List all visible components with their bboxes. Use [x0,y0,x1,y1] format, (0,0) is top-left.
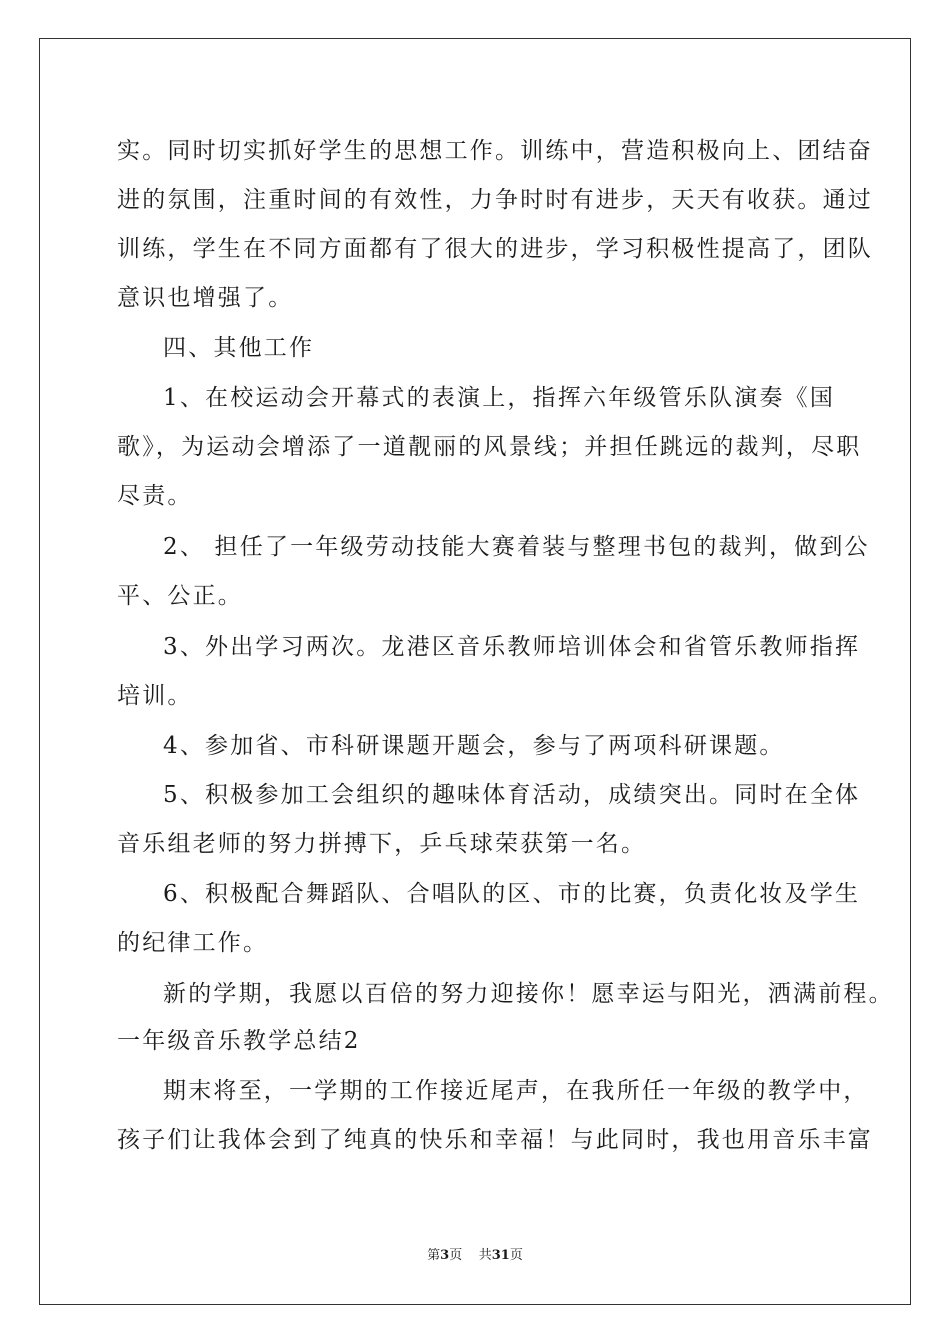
text-line: 实。同时切实抓好学生的思想工作。训练中，营造积极向上、团结奋 [117,138,873,164]
text-line: 进的氛围，注重时间的有效性，力争时时有进步，天天有收获。通过 [117,187,873,213]
total-prefix: 共 [478,1248,492,1263]
text-line: 3、外出学习两次。龙港区音乐教师培训体会和省管乐教师指挥 [163,634,861,660]
text-line: 6、积极配合舞蹈队、合唱队的区、市的比赛，负责化妆及学生 [163,881,861,907]
text-line: 4、参加省、市科研课题开题会，参与了两项科研课题。 [163,733,785,759]
page-number: 3 [440,1248,450,1263]
text-line: 歌》，为运动会增添了一道靓丽的风景线；并担任跳远的裁判，尽职 [117,434,862,460]
text-line: 意识也增强了。 [117,285,294,311]
total-suffix: 页 [509,1248,523,1263]
text-line: 训练，学生在不同方面都有了很大的进步，学习积极性提高了，团队 [117,236,873,262]
text-line: 的纪律工作。 [117,930,269,956]
text-line: 新的学期，我愿以百倍的努力迎接你！愿幸运与阳光，洒满前程。 [163,981,894,1007]
page-suffix: 页 [449,1248,463,1263]
text-line: 平、公正。 [117,583,243,609]
text-line: 2、 担任了一年级劳动技能大赛着装与整理书包的裁判，做到公 [163,534,870,560]
section-title: 一年级音乐教学总结2 [117,1028,361,1054]
page-footer [0,1247,950,1265]
text-line: 孩子们让我体会到了纯真的快乐和幸福！与此同时，我也用音乐丰富 [117,1127,873,1153]
page-prefix: 第 [427,1248,441,1263]
text-line: 期末将至，一学期的工作接近尾声，在我所任一年级的教学中， [163,1078,869,1104]
text-line: 培训。 [117,683,193,709]
text-line: 5、积极参加工会组织的趣味体育活动，成绩突出。同时在全体 [163,782,861,808]
section-heading: 四、其他工作 [163,335,315,361]
text-line: 1、在校运动会开幕式的表演上，指挥六年级管乐队演奏《国 [163,385,836,411]
text-line: 音乐组老师的努力拼搏下，乒乓球荣获第一名。 [117,831,647,857]
total-pages: 31 [491,1248,510,1263]
page-frame [39,38,911,1305]
text-line: 尽责。 [117,483,193,509]
